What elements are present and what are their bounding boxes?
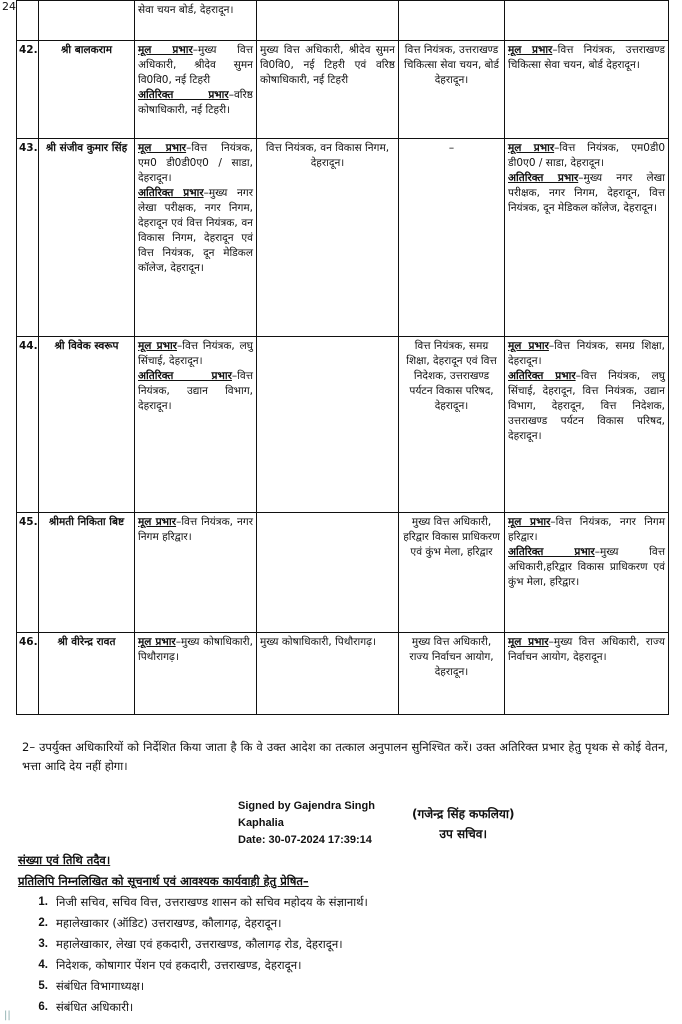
list-text: संबंधित अधिकारी। <box>56 1000 134 1014</box>
cell-col5: मुख्य वित्त अधिकारी, राज्य निर्वाचन आयोग, देहरादून। <box>399 633 505 715</box>
cell-current-charge: सेवा चयन बोर्ड, देहरादून। <box>135 1 257 41</box>
charge-label: मूल प्रभार <box>508 340 549 352</box>
cell-col6 <box>505 139 669 337</box>
cell-col4: मुख्य कोषाधिकारी, पिथौरागढ़। <box>257 633 399 715</box>
charge-text: –मुख्य वित्त अधिकारी, राज्य निर्वाचन आयोग, देहरादून। <box>508 636 665 663</box>
table-row <box>17 633 669 715</box>
charge-label: मूल प्रभार <box>138 44 193 56</box>
charge-text: –वित्त नियंत्रक, एम0डी0 डी0ए0 / साडा, देहरादून। <box>508 142 665 169</box>
list-item <box>18 934 668 955</box>
charge-label: अतिरिक्त प्रभार <box>138 187 204 199</box>
list-item <box>18 997 668 1018</box>
row-number: 45. <box>17 513 39 633</box>
cell-col4 <box>257 1 399 41</box>
cell-col4 <box>257 337 399 513</box>
charge-text: –मुख्य नगर लेखा परीक्षक, नगर निगम, देहरादून एवं वित्त नियंत्रक, वन विकास निगम, देहरादून एवं वित्त नियंत्रक, दून मेडिकल कॉलेज, देहरादून। <box>138 187 253 274</box>
cell-col6 <box>505 633 669 715</box>
list-item <box>18 976 668 997</box>
charge-label: अतिरिक्त प्रभार <box>138 370 232 382</box>
charge-text: –मुख्य वित्त अधिकारी, श्रीदेव सुमन वि0वि0, नई टिहरी <box>138 44 253 86</box>
cell-col4: मुख्य वित्त अधिकारी, श्रीदेव सुमन वि0वि0, नई टिहरी एवं वरिष्ठ कोषाधिकारी, नई टिहरी <box>257 41 399 139</box>
table-row <box>17 337 669 513</box>
list-item <box>18 892 668 913</box>
row-number: 44. <box>17 337 39 513</box>
signature-date: Date: 30-07-2024 17:39:14 <box>238 834 372 846</box>
cell-current-charge <box>135 41 257 139</box>
copy-to-section <box>18 850 668 1018</box>
page-number: 24 <box>2 0 16 13</box>
cell-col4 <box>257 513 399 633</box>
cell-col6 <box>505 1 669 41</box>
table-row <box>17 513 669 633</box>
list-item <box>18 955 668 976</box>
list-text: निजी सचिव, सचिव वित्त, उत्तराखण्ड शासन को सचिव महोदय के संज्ञानार्थ। <box>56 895 368 909</box>
list-number: 3. <box>38 938 48 950</box>
list-text: महालेखाकार, लेखा एवं हकदारी, उत्तराखण्ड, कौलागढ़ रोड, देहरादून। <box>56 937 343 951</box>
table-row <box>17 139 669 337</box>
officer-name <box>39 1 135 41</box>
list-number: 1. <box>38 896 48 908</box>
charge-text: –वित्त नियंत्रक, उद्यान विभाग, देहरादून। <box>138 370 253 412</box>
row-number: 46. <box>17 633 39 715</box>
list-number: 2. <box>38 917 48 929</box>
signatory-designation: उप सचिव। <box>439 827 488 841</box>
officer-name: श्री विवेक स्वरूप <box>39 337 135 513</box>
row-number <box>17 1 39 41</box>
reference-heading: संख्या एवं तिथि तदैव। <box>18 853 111 867</box>
officer-name: श्री वीरेन्द्र रावत <box>39 633 135 715</box>
charge-text: –वित्त नियंत्रक, लघु सिंचाई, देहरादून, वित्त नियंत्रक, उद्यान विभाग, देहरादून, वित्त निदेशक, उत्तराखण्ड पर्यटन विकास परिषद, देहरादून। <box>508 370 665 442</box>
cell-current-charge <box>135 633 257 715</box>
table-row <box>17 1 669 41</box>
cell-current-charge <box>135 513 257 633</box>
list-item <box>18 913 668 934</box>
list-number: 5. <box>38 980 48 992</box>
charge-text: –मुख्य वित्त अधिकारी,हरिद्वार विकास प्राधिकरण एवं कुंभ मेला, हरिद्वार। <box>508 546 665 588</box>
officer-table <box>16 0 669 715</box>
signatory-name: (गजेन्द्र सिंह कफलिया) <box>412 807 515 821</box>
signatory <box>412 804 514 844</box>
cell-col5 <box>399 1 505 41</box>
signature-line: Kaphalia <box>238 817 284 829</box>
list-text: निदेशक, कोषागार पेंशन एवं हकदारी, उत्तराखण्ड, देहरादून। <box>56 958 302 972</box>
cell-col6 <box>505 41 669 139</box>
charge-label: मूल प्रभार <box>508 44 553 56</box>
cell-col5: वित्त नियंत्रक, उत्तराखण्ड चिकित्सा सेवा चयन, बोर्ड देहरादून। <box>399 41 505 139</box>
officer-name: श्री बालकराम <box>39 41 135 139</box>
cell-col4: वित्त नियंत्रक, वन विकास निगम, देहरादून। <box>257 139 399 337</box>
cell-col5: – <box>399 139 505 337</box>
instruction-paragraph: 2– उपर्युक्त अधिकारियों को निर्देशित किया जाता है कि वे उक्त आदेश का तत्काल अनुपालन सुनिश्चित करें। उक्त अतिरिक्त प्रभार हेतु पृथक से कोई वेतन, भत्ता आदि देय नहीं होगा। <box>22 740 668 773</box>
charge-label: मूल प्रभार <box>138 142 187 154</box>
charge-text: –वित्त नियंत्रक, उत्तराखण्ड चिकित्सा सेवा चयन, बोर्ड देहरादून। <box>508 44 665 71</box>
officer-name: श्री संजीव कुमार सिंह <box>39 139 135 337</box>
cell-current-charge <box>135 337 257 513</box>
charge-label: मूल प्रभार <box>138 516 177 528</box>
charge-text: –वित्त नियंत्रक, समग्र शिक्षा, देहरादून। <box>508 340 665 367</box>
copy-to-list <box>18 892 668 1018</box>
charge-text: –वित्त नियंत्रक, लघु सिंचाई, देहरादून। <box>138 340 253 367</box>
charge-text: –वित्त नियंत्रक, नगर निगम हरिद्वार। <box>138 516 253 543</box>
list-number: 6. <box>38 1001 48 1013</box>
charge-text: –वरिष्ठ कोषाधिकारी, नई टिहरी। <box>138 89 253 116</box>
charge-text: –मुख्य कोषाधिकारी, पिथौरागढ़। <box>138 636 253 663</box>
charge-text: –मुख्य नगर लेखा परीक्षक, नगर निगम, देहरादून, वित्त नियंत्रक, दून मेडिकल कॉलेज, देहरादून। <box>508 172 665 214</box>
charge-label: अतिरिक्त प्रभार <box>508 546 595 558</box>
charge-label: मूल प्रभार <box>138 636 176 648</box>
page-mark: || <box>4 1010 11 1021</box>
charge-label: मूल प्रभार <box>508 636 549 648</box>
list-text: संबंधित विभागाध्यक्ष। <box>56 979 145 993</box>
list-number: 4. <box>38 959 48 971</box>
charge-text: –वित्त नियंत्रक, एम0 डी0डी0ए0 / साडा, देहरादून। <box>138 142 253 184</box>
charge-text: –वित्त नियंत्रक, नगर निगम हरिद्वार। <box>508 516 665 543</box>
charge-label: अतिरिक्त प्रभार <box>138 89 229 101</box>
cell-current-charge <box>135 139 257 337</box>
table-row <box>17 41 669 139</box>
cell-col5: मुख्य वित्त अधिकारी, हरिद्वार विकास प्राधिकरण एवं कुंभ मेला, हरिद्वार <box>399 513 505 633</box>
row-number: 42. <box>17 41 39 139</box>
officer-name: श्रीमती निकिता बिष्ट <box>39 513 135 633</box>
cell-col6 <box>505 513 669 633</box>
signature-line: Signed by Gajendra Singh <box>238 800 375 812</box>
charge-label: अतिरिक्त प्रभार <box>508 370 576 382</box>
charge-label: मूल प्रभार <box>508 142 555 154</box>
row-number: 43. <box>17 139 39 337</box>
charge-label: अतिरिक्त प्रभार <box>508 172 579 184</box>
copy-to-heading: प्रतिलिपि निम्नलिखित को सूचनार्थ एवं आवश्यक कार्यवाही हेतु प्रेषित– <box>18 874 309 888</box>
digital-signature <box>238 798 375 849</box>
charge-label: मूल प्रभार <box>138 340 177 352</box>
list-text: महालेखाकार (ऑडिट) उत्तराखण्ड, कौलागढ़, देहरादून। <box>56 916 282 930</box>
cell-col5: वित्त नियंत्रक, समग्र शिक्षा, देहरादून एवं वित्त निदेशक, उत्तराखण्ड पर्यटन विकास परिषद, देहरादून। <box>399 337 505 513</box>
charge-label: मूल प्रभार <box>508 516 551 528</box>
cell-col6 <box>505 337 669 513</box>
